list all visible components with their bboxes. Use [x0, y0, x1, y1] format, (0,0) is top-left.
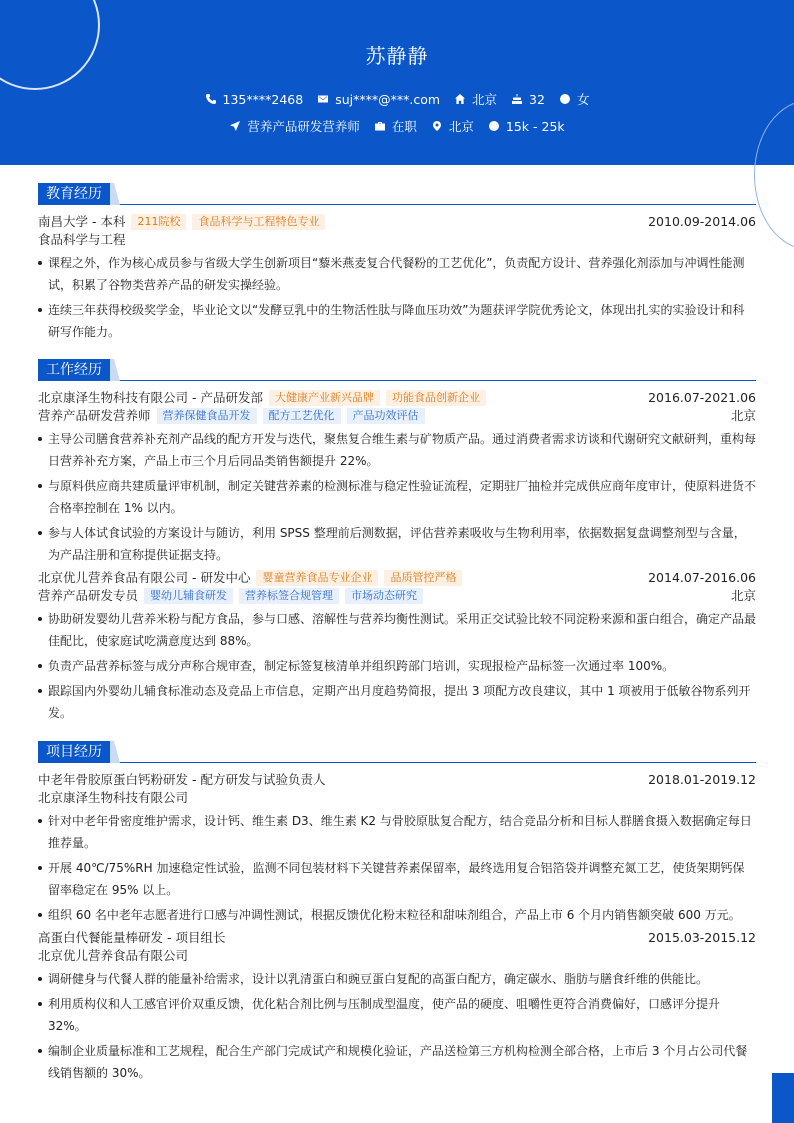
bullet-item: 负责产品营养标签与成分声称合规审查，制定标签复核清单并组织跨部门培训，实现报检产品标签一次通过率 100%。 [38, 655, 756, 677]
job-entry [38, 389, 756, 566]
phone-item [205, 90, 304, 108]
company-name: 北京优儿营养食品有限公司 - 研发中心 [38, 570, 251, 585]
resume-header [0, 0, 794, 165]
decorative-corner-bar [772, 1073, 794, 1123]
role-tag: 产品功效评估 [347, 408, 425, 424]
salary-icon [488, 120, 500, 132]
bullet-item: 协助研发婴幼儿营养米粉与配方食品，参与口感、溶解性与营养均衡性测试。采用正交试验比较不同淀粉来源和蛋白组合，确定产品最佳配比，使家庭试吃满意度达到 88%。 [38, 608, 756, 652]
company-tag: 大健康产业新兴品牌 [269, 390, 380, 406]
work-section [38, 359, 756, 724]
job-intent-row [0, 117, 794, 135]
bullet-item: 主导公司膳食营养补充剂产品线的配方开发与迭代，聚焦复合维生素与矿物质产品。通过消费者需求访谈和代谢研究文献研判，重构每日营养补充方案，产品上市三个月后同品类销售额提升 22%。 [38, 428, 756, 472]
section-title: 项目经历 [38, 741, 756, 763]
bullet-list [38, 252, 756, 343]
mail-icon [317, 93, 329, 105]
bullet-item: 课程之外，作为核心成员参与省级大学生创新项目“藜米燕麦复合代餐粉的工艺优化”，负责配方设计、营养强化剂添加与冲调性能测试，积累了谷物类营养产品的研发实操经验。 [38, 252, 756, 296]
phone-icon [205, 93, 217, 105]
briefcase-icon [374, 120, 386, 132]
bullet-item: 利用质构仪和人工感官评价双重反馈，优化粘合剂比例与压制成型温度，使产品的硬度、咀嚼性更符合消费偏好，口感评分提升 32%。 [38, 993, 756, 1037]
company-tag: 婴童营养食品专业企业 [256, 570, 378, 586]
location-pin-icon [431, 120, 443, 132]
company-tag: 品质管控严格 [384, 570, 462, 586]
project-name: 中老年骨胶原蛋白钙粉研发 - 配方研发与试验负责人 [38, 772, 326, 787]
bullet-list [38, 810, 756, 926]
school-name: 南昌大学 - 本科 [38, 214, 126, 229]
target-city-text: 北京 [448, 119, 474, 134]
hometown-item [454, 90, 497, 108]
email-text: suj****@***.com [335, 91, 441, 107]
school-tag: 食品科学与工程特色专业 [192, 214, 325, 230]
projects-section [38, 741, 756, 1084]
section-title: 教育经历 [38, 183, 756, 205]
job-role: 营养产品研发营养师 [38, 408, 151, 423]
job-status-text: 在职 [391, 119, 417, 134]
project-entry [38, 929, 756, 1084]
bullet-item: 组织 60 名中老年志愿者进行口感与冲调性测试，根据反馈优化粉末粒径和甜味剂组合，产品上市 6 个月内销售额突破 600 万元。 [38, 904, 756, 926]
company-name: 北京康泽生物科技有限公司 - 产品研发部 [38, 390, 263, 405]
job-city: 北京 [730, 588, 756, 603]
job-role: 营养产品研发专员 [38, 588, 139, 603]
bullet-item: 调研健身与代餐人群的能量补给需求，设计以乳清蛋白和豌豆蛋白复配的高蛋白配方，确定碳水、脂肪与膳食纤维的供能比。 [38, 968, 756, 990]
cake-icon [511, 93, 523, 105]
candidate-name: 苏静静 [365, 44, 429, 68]
date-range: 2015.03-2015.12 [648, 930, 756, 945]
bullet-list [38, 968, 756, 1084]
date-range: 2018.01-2019.12 [648, 772, 756, 787]
job-status-item [374, 117, 417, 135]
role-tag: 婴幼儿辅食研发 [144, 588, 233, 604]
bullet-list [38, 428, 756, 566]
salary-text: 15k - 25k [505, 118, 565, 134]
job-city: 北京 [730, 408, 756, 423]
send-icon [229, 120, 241, 132]
home-icon [454, 93, 466, 105]
gender-item [559, 90, 590, 108]
bullet-item: 参与人体试食试验的方案设计与随访，利用 SPSS 整理前后测数据，评估营养素吸收与生物利用率，依据数据复盘调整剂型与含量，为产品注册和宣称提供证据支持。 [38, 522, 756, 566]
gender-text: 女 [576, 92, 590, 107]
bullet-item: 跟踪国内外婴幼儿辅食标准动态及竞品上市信息，定期产出月度趋势简报，提出 3 项配方改良建议，其中 1 项被用于低敏谷物系列开发。 [38, 680, 756, 724]
target-position-text: 营养产品研发营养师 [247, 119, 360, 134]
section-title: 工作经历 [38, 359, 756, 381]
age-text: 32 [529, 91, 545, 107]
date-range: 2016.07-2021.06 [648, 390, 756, 405]
salary-item [488, 117, 565, 135]
project-org: 北京优儿营养食品有限公司 [38, 948, 189, 963]
project-org: 北京康泽生物科技有限公司 [38, 790, 189, 805]
bullet-item: 开展 40℃/75%RH 加速稳定性试验，监测不同包装材料下关键营养素保留率，最终选用复合铝箔袋并调整充氮工艺，使货架期钙保留率稳定在 95% 以上。 [38, 857, 756, 901]
gender-icon [559, 93, 571, 105]
age-item [511, 90, 545, 108]
target-position-item [229, 117, 360, 135]
project-entry [38, 771, 756, 926]
job-entry [38, 569, 756, 724]
bullet-item: 连续三年获得校级奖学金，毕业论文以“发酵豆乳中的生物活性肽与降血压功效”为题获评学院优秀论文，体现出扎实的实验设计和科研写作能力。 [38, 299, 756, 343]
date-range: 2014.07-2016.06 [648, 570, 756, 585]
bullet-item: 编制企业质量标准和工艺规程，配合生产部门完成试产和规模化验证，产品送检第三方机构检测全部合格，上市后 3 个月占公司代餐线销售额的 30%。 [38, 1040, 756, 1084]
project-name: 高蛋白代餐能量棒研发 - 项目组长 [38, 930, 226, 945]
role-tag: 营养标签合规管理 [239, 588, 339, 604]
bullet-list [38, 608, 756, 724]
role-tag: 营养保健食品开发 [157, 408, 257, 424]
bullet-item: 与原料供应商共建质量评审机制，制定关键营养素的检测标准与稳定性验证流程，定期驻厂抽检并完成供应商年度审计，使原料进货不合格率控制在 1% 以内。 [38, 475, 756, 519]
contact-row [0, 90, 794, 108]
role-tag: 市场动态研究 [345, 588, 423, 604]
bullet-item: 针对中老年骨密度维护需求，设计钙、维生素 D3、维生素 K2 与骨胶原肽复合配方，结合竞品分析和目标人群膳食摄入数据确定每日推荐量。 [38, 810, 756, 854]
hometown-text: 北京 [472, 92, 498, 107]
role-tag: 配方工艺优化 [263, 408, 341, 424]
target-city-item [431, 117, 474, 135]
education-section [38, 183, 756, 343]
school-tag: 211院校 [131, 214, 186, 230]
company-tag: 功能食品创新企业 [386, 390, 486, 406]
date-range: 2010.09-2014.06 [648, 214, 756, 229]
phone-text: 135****2468 [222, 91, 304, 107]
education-entry [38, 213, 756, 343]
email-item [317, 90, 440, 108]
major: 食品科学与工程 [38, 232, 126, 247]
